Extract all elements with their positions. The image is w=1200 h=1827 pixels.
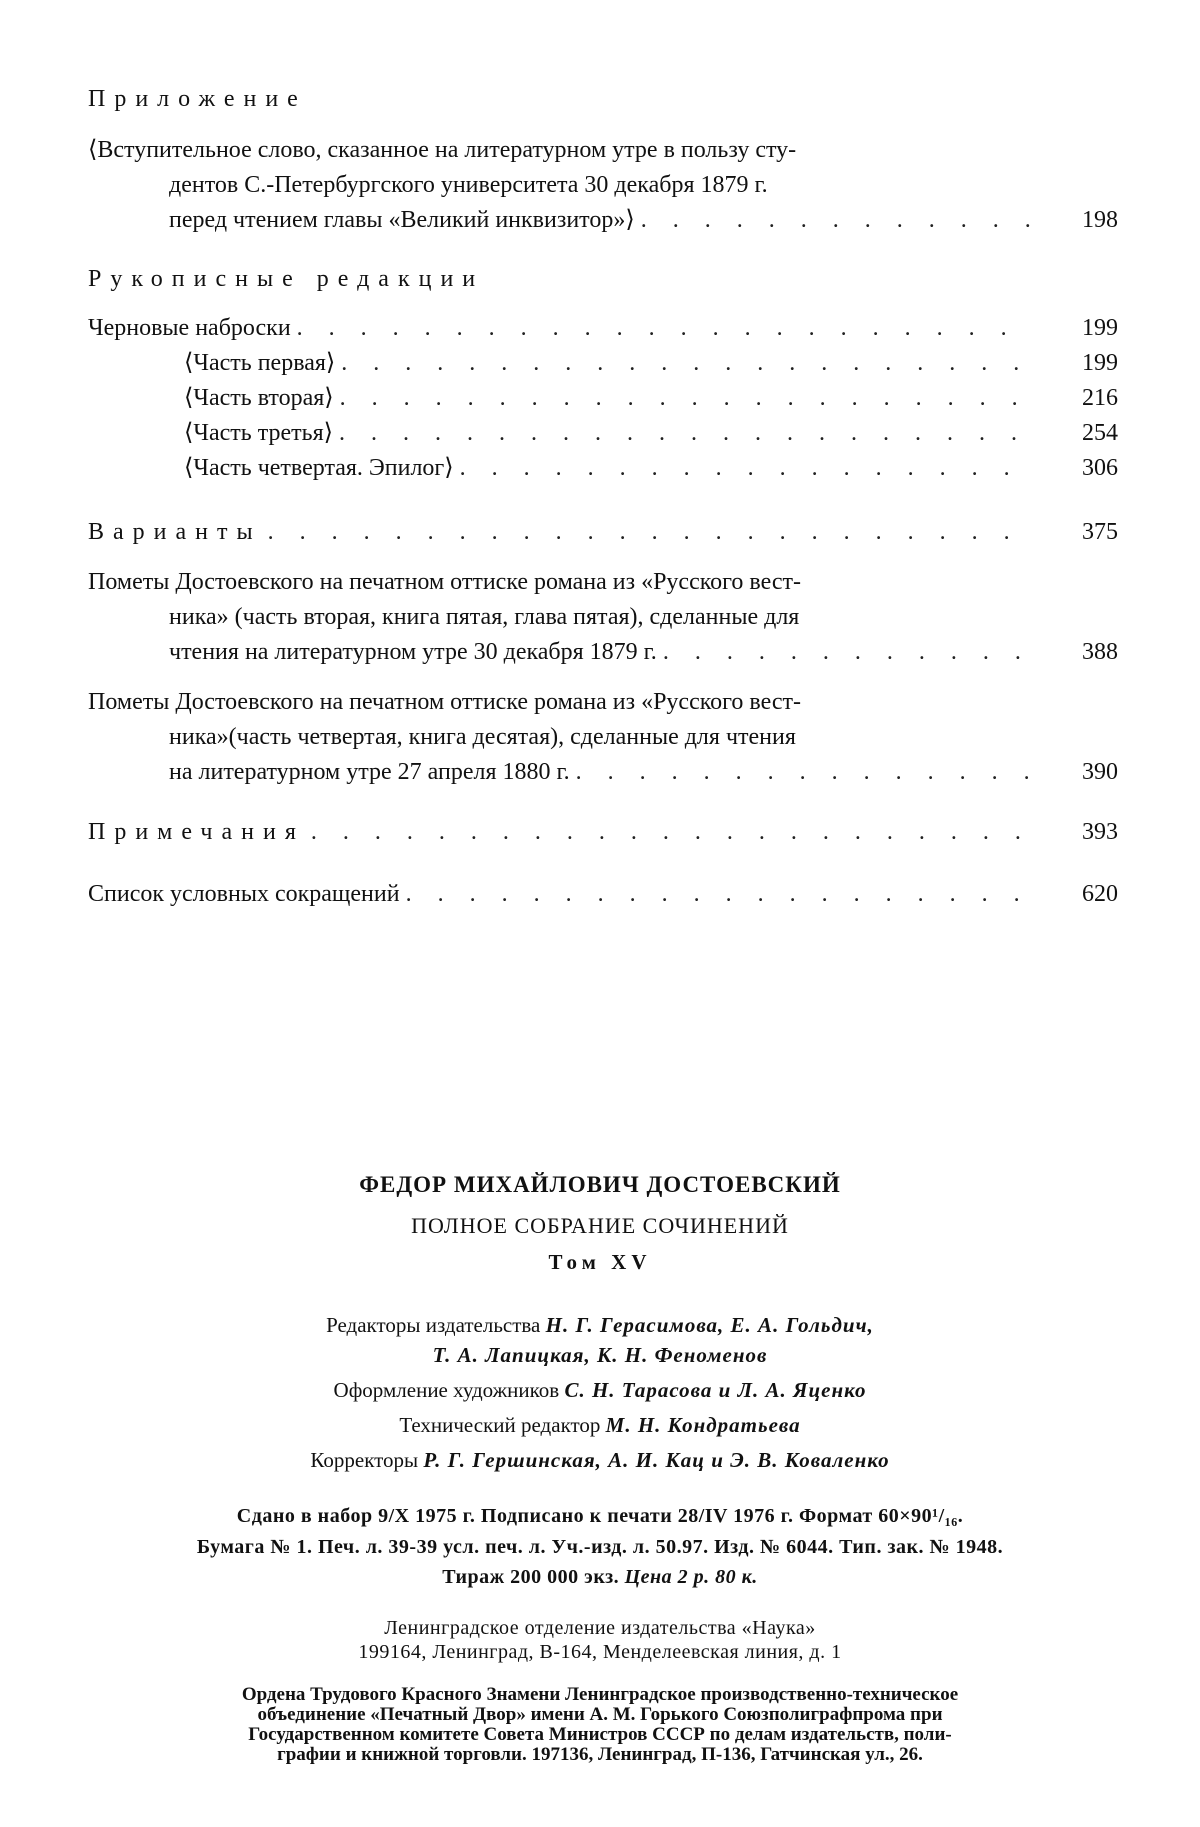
print-run-line bbox=[0, 1566, 1200, 1589]
collection-title: ПОЛНОЕ СОБРАНИЕ СОЧИНЕНИЙ bbox=[411, 1213, 789, 1238]
manuscripts-heading bbox=[88, 264, 1118, 294]
credit-label: Оформление художников bbox=[333, 1378, 560, 1402]
dot-leader bbox=[400, 877, 1032, 912]
toc-entry-drafts bbox=[88, 311, 1118, 346]
printer-line: Государственном комитете Совета Министров СССР по делам издательств, поли- bbox=[248, 1724, 952, 1745]
page-number: 216 bbox=[1082, 385, 1118, 411]
credit-names: Р. Г. Гершинская, А. И. Кац и Э. В. Коваленко bbox=[423, 1448, 890, 1472]
entry-line: Пометы Достоевского на печатном оттиске романа из «Русского вест- bbox=[88, 689, 801, 715]
page-number: 306 bbox=[1082, 455, 1118, 481]
credit-names: Н. Г. Герасимова, Е. А. Гольдич, bbox=[545, 1313, 874, 1337]
page-number: 199 bbox=[1082, 315, 1118, 341]
dot-leader bbox=[291, 311, 1032, 346]
author-name: ФЕДОР МИХАЙЛОВИЧ ДОСТОЕВСКИЙ bbox=[359, 1172, 841, 1197]
dot-leader bbox=[334, 381, 1032, 416]
price: Цена 2 р. 80 к. bbox=[624, 1566, 758, 1588]
credit-names: М. Н. Кондратьева bbox=[605, 1413, 801, 1437]
dot-leader bbox=[335, 346, 1032, 381]
appendix-heading bbox=[88, 84, 1118, 114]
dot-leader bbox=[570, 755, 1032, 790]
print-details-line: Бумага № 1. Печ. л. 39-39 усл. печ. л. Уч.-изд. л. 50.97. Изд. № 6044. Тип. зак. № 1948. bbox=[196, 1536, 1004, 1558]
entry-line: ника» (часть вторая, книга пятая, глава пятая), сделанные для bbox=[169, 604, 800, 630]
entry-line: Пометы Достоевского на печатном оттиске романа из «Русского вест- bbox=[88, 569, 801, 595]
printer-line: графии и книжной торговли. 197136, Ленинград, П-136, Гатчинская ул., 26. bbox=[277, 1744, 923, 1765]
printer-line: Ордена Трудового Красного Знамени Ленинградское производственно-техническое bbox=[241, 1684, 959, 1705]
toc-entry-part bbox=[88, 346, 1118, 381]
dot-leader bbox=[657, 635, 1032, 670]
entry-line: дентов С.-Петербургского университета 30 декабря 1879 г. bbox=[169, 172, 768, 198]
section-heading: Примечания bbox=[88, 819, 305, 845]
page-number: 198 bbox=[1082, 207, 1118, 233]
section-heading: Варианты bbox=[88, 519, 262, 545]
toc-entry-notes-1879 bbox=[88, 565, 1118, 670]
page-number: 375 bbox=[1082, 519, 1118, 545]
credit-names: Т. А. Лапицкая, К. Н. Феноменов bbox=[432, 1343, 768, 1367]
print-details-line: Сдано в набор 9/X 1975 г. Подписано к печати 28/IV 1976 г. Формат 60×90¹/₁₆. bbox=[236, 1505, 964, 1527]
dot-leader bbox=[333, 416, 1032, 451]
toc-entry-part bbox=[88, 451, 1118, 486]
tech-editor-credit bbox=[0, 1413, 1200, 1438]
page-number: 390 bbox=[1082, 759, 1118, 785]
section-heading: Приложение bbox=[88, 86, 307, 112]
credit-names: С. Н. Тарасова и Л. А. Яценко bbox=[564, 1378, 867, 1402]
publisher-line: Ленинградское отделение издательства «Наука» bbox=[384, 1617, 816, 1639]
proofreaders-credit bbox=[0, 1448, 1200, 1473]
toc-entry-part bbox=[88, 381, 1118, 416]
editors-credit-continued bbox=[0, 1343, 1200, 1368]
dot-leader bbox=[262, 515, 1032, 550]
section-heading: Рукописные редакции bbox=[88, 266, 485, 292]
entry-label: Список условных сокращений bbox=[88, 881, 400, 907]
page-number: 388 bbox=[1082, 639, 1118, 665]
dot-leader bbox=[305, 815, 1032, 850]
dot-leader bbox=[635, 203, 1032, 238]
entry-line: ⟨Вступительное слово, сказанное на литературном утре в пользу сту- bbox=[88, 137, 797, 163]
toc-entry-abbreviations bbox=[88, 877, 1118, 912]
page-number: 254 bbox=[1082, 420, 1118, 446]
printer-line: объединение «Печатный Двор» имени А. М. Горького Союзполиграфпрома при bbox=[257, 1704, 943, 1725]
entry-line: на литературном утре 27 апреля 1880 г. bbox=[169, 759, 570, 785]
editors-credit bbox=[0, 1313, 1200, 1338]
toc-entry-introductory-speech bbox=[88, 133, 1118, 238]
credit-label: Редакторы издательства bbox=[326, 1313, 541, 1337]
toc-entry-part bbox=[88, 416, 1118, 451]
entry-line: перед чтением главы «Великий инквизитор»⟩ bbox=[169, 207, 635, 233]
dot-leader bbox=[454, 451, 1032, 486]
toc-entry-notes-1880 bbox=[88, 685, 1118, 790]
page-number: 393 bbox=[1082, 819, 1118, 845]
entry-label: ⟨Часть первая⟩ bbox=[184, 350, 336, 376]
credit-label: Технический редактор bbox=[399, 1413, 601, 1437]
credit-label: Корректоры bbox=[310, 1448, 419, 1472]
design-credit bbox=[0, 1378, 1200, 1403]
toc-entry-commentary bbox=[88, 815, 1118, 850]
entry-label: ⟨Часть четвертая. Эпилог⟩ bbox=[184, 455, 454, 481]
publisher-address: 199164, Ленинград, В-164, Менделеевская линия, д. 1 bbox=[358, 1641, 842, 1663]
toc-drafts-list bbox=[88, 311, 1118, 486]
entry-line: ника»(часть четвертая, книга десятая), сделанные для чтения bbox=[169, 724, 796, 750]
toc-entry-variants bbox=[88, 515, 1118, 550]
print-run: Тираж 200 000 экз. bbox=[442, 1566, 620, 1588]
page-number: 199 bbox=[1082, 350, 1118, 376]
page-number: 620 bbox=[1082, 881, 1118, 907]
entry-label: Черновые наброски bbox=[88, 315, 291, 341]
entry-label: ⟨Часть третья⟩ bbox=[184, 420, 333, 446]
entry-line: чтения на литературном утре 30 декабря 1879 г. bbox=[169, 639, 657, 665]
entry-label: ⟨Часть вторая⟩ bbox=[184, 385, 334, 411]
volume-number: Том XV bbox=[548, 1250, 652, 1274]
